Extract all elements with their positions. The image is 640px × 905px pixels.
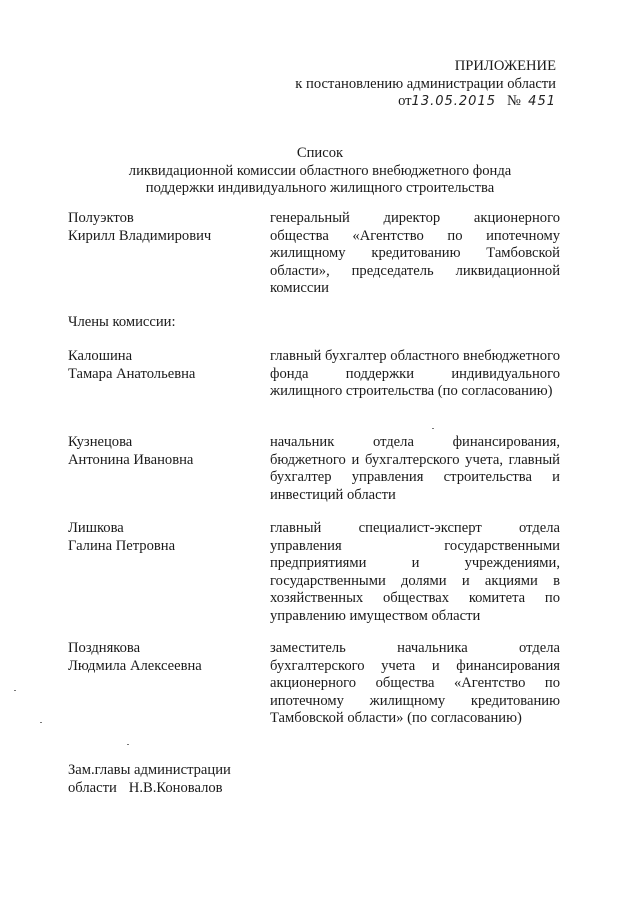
- appendix-reference: к постановлению администрации области: [295, 75, 556, 92]
- member-name: [68, 640, 202, 675]
- appendix-label: ПРИЛОЖЕНИЕ: [454, 58, 556, 74]
- member-given-names: Галина Петровна: [68, 537, 176, 554]
- appendix-header: [295, 58, 556, 111]
- member-given-names: Тамара Анатольевна: [68, 365, 196, 382]
- date-prefix: от: [398, 93, 412, 110]
- signature-position: Зам.главы администрации: [68, 762, 231, 778]
- members-heading: Члены комиссии:: [68, 314, 176, 330]
- scan-speck: [14, 690, 16, 691]
- member-name: [68, 520, 175, 555]
- member-surname: Кузнецова: [68, 434, 133, 450]
- chairman-name: [68, 210, 211, 245]
- handwritten-number: 451: [528, 94, 556, 110]
- signature-block: [68, 762, 231, 797]
- signer-name: Н.В.Коновалов: [128, 779, 223, 796]
- chairman-role: генеральный директор акционерного общества «Агентство по ипотечному жилищному кредитованию Тамбовской области», председатель ликвидационной комиссии: [270, 210, 560, 297]
- handwritten-date: 13.05.2015: [411, 94, 496, 110]
- scan-speck: [432, 428, 434, 429]
- scan-speck: [40, 722, 42, 723]
- member-role: начальник отдела финансирования, бюджетного и бухгалтерского учета, главный бухгалтер управления строительства и инвестиций области: [270, 434, 560, 503]
- appendix-date-line: [295, 93, 556, 111]
- member-role: заместитель начальника отдела бухгалтерского учета и финансирования акционерного общества «Агентство по ипотечному жилищному кредитованию Тамбовской области» (по согласованию): [270, 640, 560, 727]
- member-role: главный специалист-эксперт отдела управления государственными предприятиями и учреждениями, государственными долями и акциями в хозяйственных обществах комитета по управлению имуществом области: [270, 520, 560, 624]
- member-surname: Позднякова: [68, 640, 141, 656]
- scan-speck: [127, 744, 129, 745]
- member-role: главный бухгалтер областного внебюджетного фонда поддержки индивидуального жилищного строительства (по согласованию): [270, 348, 560, 400]
- title-line-2: ликвидационной комиссии областного внебюджетного фонда: [128, 162, 512, 179]
- member-name: [68, 434, 193, 469]
- title-line-3: поддержки индивидуального жилищного строительства: [145, 180, 495, 197]
- member-given-names: Людмила Алексеевна: [68, 657, 202, 674]
- chairman-surname: Полуэктов: [68, 210, 134, 226]
- member-given-names: Антонина Ивановна: [68, 451, 194, 468]
- signature-position-suffix: области: [68, 779, 117, 796]
- number-sign: №: [506, 93, 521, 110]
- signature-line-2: [68, 780, 231, 798]
- title-line-1: Список: [296, 145, 344, 161]
- member-surname: Калошина: [68, 348, 133, 364]
- member-surname: Лишкова: [68, 520, 124, 536]
- member-name: [68, 348, 195, 383]
- chairman-given-names: Кирилл Владимирович: [68, 227, 212, 244]
- document-title: [0, 145, 640, 198]
